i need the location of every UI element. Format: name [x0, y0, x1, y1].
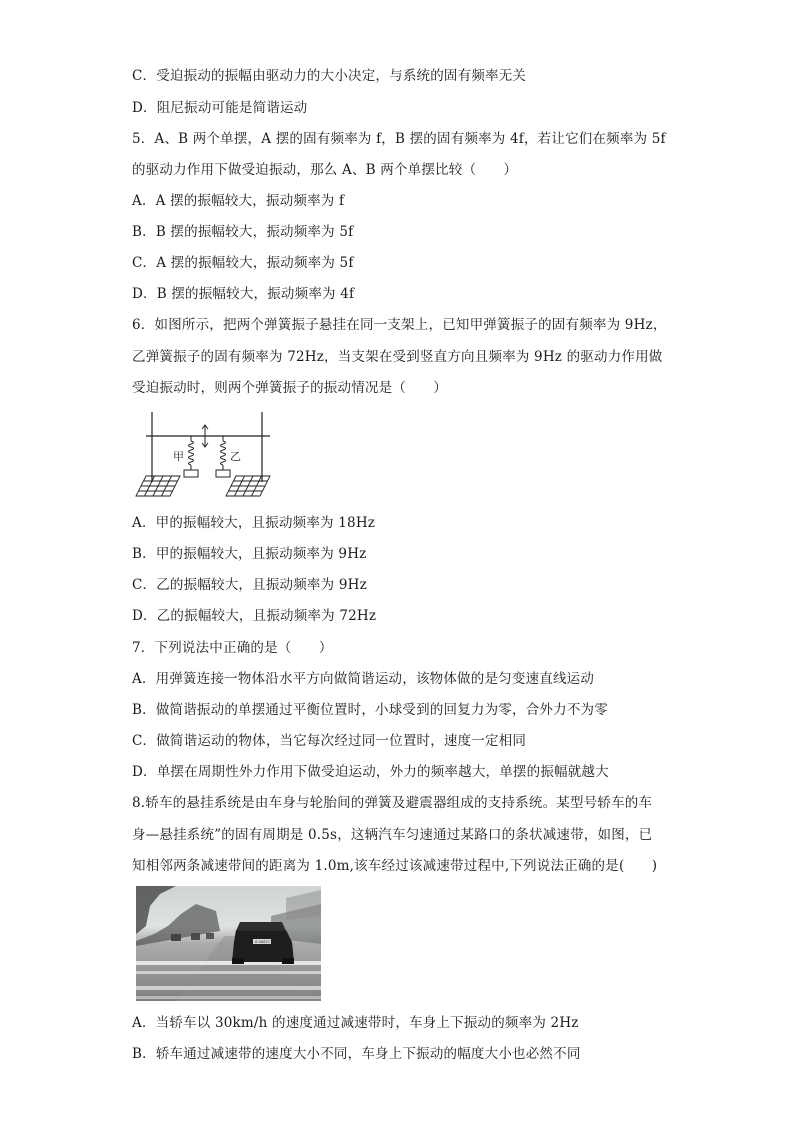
option-7a: A．用弹簧连接一物体沿水平方向做简谐运动，该物体做的是匀变速直线运动 — [132, 671, 595, 687]
ground-grid-left — [136, 476, 180, 496]
license-plate-text: A·3A027 — [255, 940, 270, 944]
question-7: 7．下列说法中正确的是（ ） — [132, 640, 333, 656]
spring-jia — [184, 436, 198, 477]
option-7d: D．单摆在周期性外力作用下做受迫运动，外力的频率越大，单摆的振幅就越大 — [132, 764, 609, 780]
option-8b: B．轿车通过减速带的速度大小不同，车身上下振动的幅度大小也必然不同 — [132, 1046, 581, 1062]
question-6-line1: 6．如图所示，把两个弹簧振子悬挂在同一支架上，已知甲弹簧振子的固有频率为 9Hz， — [132, 317, 667, 333]
option-8a: A．当轿车以 30km/h 的速度通过减速带时，车身上下振动的频率为 2Hz — [132, 1015, 579, 1031]
spring-yi — [216, 436, 230, 477]
car-speed-bump-photo — [136, 886, 321, 1001]
option-5c: C．A 摆的振幅较大，振动频率为 5f — [132, 255, 354, 271]
photo-illustration — [136, 886, 321, 1001]
option-5d: D．B 摆的振幅较大，振动频率为 4f — [132, 286, 355, 302]
option-6d: D．乙的振幅较大，且振动频率为 72Hz — [132, 608, 377, 624]
question-6-line2: 乙弹簧振子的固有频率为 72Hz，当支架在受到竖直方向且频率为 9Hz 的驱动力作用做 — [132, 349, 663, 365]
option-7c: C．做简谐运动的物体，当它每次经过同一位置时，速度一定相同 — [132, 733, 527, 749]
option-6c: C．乙的振幅较大，且振动频率为 9Hz — [132, 577, 367, 593]
option-7b: B．做简谐振动的单摆通过平衡位置时，小球受到的回复力为零，合外力不为零 — [132, 702, 608, 718]
option-6a: A．甲的振幅较大，且振动频率为 18Hz — [132, 515, 376, 531]
spring-oscillator-figure — [132, 410, 282, 502]
option-6b: B．甲的振幅较大，且振动频率为 9Hz — [132, 546, 367, 562]
option-4c: C．受迫振动的振幅由驱动力的大小决定，与系统的固有频率无关 — [132, 68, 527, 84]
label-jia: 甲 — [173, 450, 184, 463]
option-5a: A．A 摆的振幅较大，振动频率为 f — [132, 193, 345, 209]
option-4d: D．阻尼振动可能是简谐运动 — [132, 100, 308, 116]
label-yi: 乙 — [230, 450, 241, 463]
question-5-line1: 5．A、B 两个单摆，A 摆的固有频率为 f，B 摆的固有频率为 4f，若让它们在频率为 5f — [132, 131, 666, 147]
option-5b: B．B 摆的振幅较大，振动频率为 5f — [132, 224, 354, 240]
question-8-line2: 身—悬挂系统”的固有周期是 0.5s，这辆汽车匀速通过某路口的条状减速带，如图，已 — [132, 827, 653, 843]
question-6-line3: 受迫振动时，则两个弹簧振子的振动情况是（ ） — [132, 380, 448, 396]
question-5-line2: 的驱动力作用下做受迫振动，那么 A、B 两个单摆比较（ ） — [132, 162, 518, 178]
question-8-line1: 8.轿车的悬挂系统是由车身与轮胎间的弹簧及避震器组成的支持系统。某型号轿车的车 — [132, 795, 653, 811]
question-8-line3: 知相邻两条减速带间的距离为 1.0m,该车经过该减速带过程中,下列说法正确的是( ) — [132, 858, 658, 874]
ground-grid-right — [226, 476, 270, 496]
